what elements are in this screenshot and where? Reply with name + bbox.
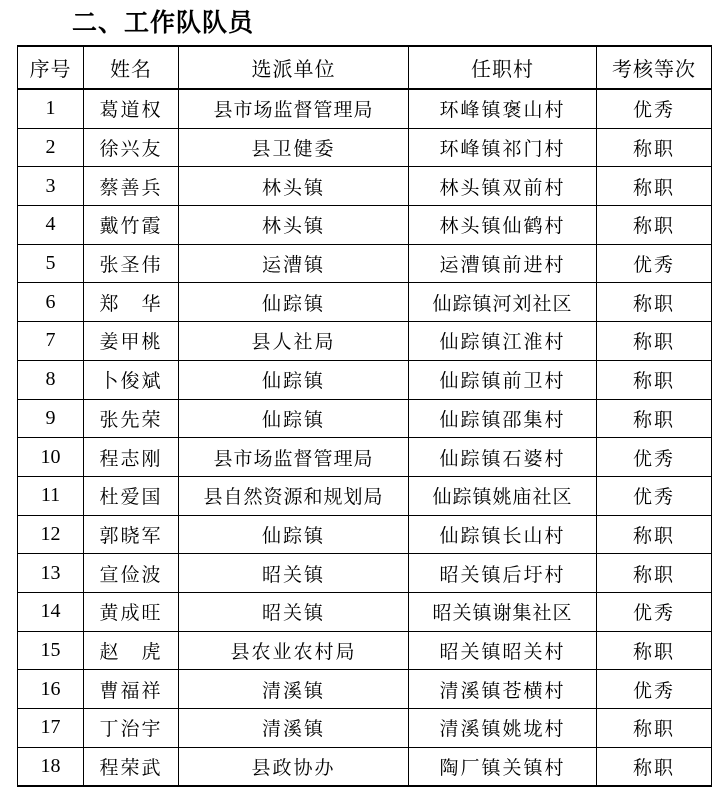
cell-name: 张先荣 — [84, 399, 179, 438]
cell-grade: 优秀 — [597, 670, 712, 709]
cell-unit: 林头镇 — [179, 167, 409, 206]
header-name: 姓名 — [84, 46, 179, 89]
cell-grade: 优秀 — [597, 592, 712, 631]
cell-grade: 称职 — [597, 631, 712, 670]
cell-unit: 县卫健委 — [179, 128, 409, 167]
cell-no: 18 — [18, 747, 84, 786]
cell-grade: 称职 — [597, 747, 712, 786]
cell-grade: 称职 — [597, 283, 712, 322]
cell-no: 16 — [18, 670, 84, 709]
cell-village: 仙踪镇江淮村 — [409, 322, 597, 361]
work-team-table — [17, 45, 712, 787]
cell-village: 仙踪镇长山村 — [409, 515, 597, 554]
cell-unit: 仙踪镇 — [179, 515, 409, 554]
cell-village: 运漕镇前进村 — [409, 244, 597, 283]
table-row — [18, 476, 712, 515]
section-title: 二、工作队队员 — [72, 8, 255, 37]
cell-no: 11 — [18, 476, 84, 515]
cell-unit: 县市场监督管理局 — [179, 89, 409, 128]
table-row — [18, 244, 712, 283]
cell-unit: 昭关镇 — [179, 592, 409, 631]
table-row — [18, 515, 712, 554]
table-row — [18, 322, 712, 361]
cell-name: 杜爱国 — [84, 476, 179, 515]
table-row — [18, 399, 712, 438]
table-row — [18, 128, 712, 167]
cell-grade: 优秀 — [597, 476, 712, 515]
cell-unit: 仙踪镇 — [179, 283, 409, 322]
cell-unit: 县市场监督管理局 — [179, 438, 409, 477]
table-row — [18, 554, 712, 593]
cell-grade: 称职 — [597, 167, 712, 206]
cell-grade: 优秀 — [597, 244, 712, 283]
cell-name: 曹福祥 — [84, 670, 179, 709]
table-row — [18, 709, 712, 748]
table-row — [18, 670, 712, 709]
cell-no: 5 — [18, 244, 84, 283]
table-row — [18, 283, 712, 322]
header-village: 任职村 — [409, 46, 597, 89]
table-row — [18, 360, 712, 399]
cell-village: 清溪镇苍横村 — [409, 670, 597, 709]
cell-unit: 县人社局 — [179, 322, 409, 361]
cell-village: 仙踪镇河刘社区 — [409, 283, 597, 322]
cell-unit: 清溪镇 — [179, 709, 409, 748]
cell-grade: 称职 — [597, 128, 712, 167]
cell-unit: 运漕镇 — [179, 244, 409, 283]
cell-village: 清溪镇姚垅村 — [409, 709, 597, 748]
table-row — [18, 747, 712, 786]
cell-unit: 仙踪镇 — [179, 360, 409, 399]
table-row — [18, 592, 712, 631]
cell-unit: 县自然资源和规划局 — [179, 476, 409, 515]
cell-no: 7 — [18, 322, 84, 361]
cell-grade: 称职 — [597, 206, 712, 245]
table-body — [18, 89, 712, 786]
cell-grade: 优秀 — [597, 89, 712, 128]
cell-grade: 称职 — [597, 709, 712, 748]
cell-village: 陶厂镇关镇村 — [409, 747, 597, 786]
cell-name: 姜甲桃 — [84, 322, 179, 361]
cell-grade: 优秀 — [597, 438, 712, 477]
table-row — [18, 89, 712, 128]
table-header-row — [18, 46, 712, 89]
cell-no: 9 — [18, 399, 84, 438]
cell-village: 仙踪镇姚庙社区 — [409, 476, 597, 515]
cell-name: 张圣伟 — [84, 244, 179, 283]
cell-village: 林头镇仙鹤村 — [409, 206, 597, 245]
cell-unit: 林头镇 — [179, 206, 409, 245]
cell-name: 程志刚 — [84, 438, 179, 477]
header-no: 序号 — [18, 46, 84, 89]
cell-unit: 仙踪镇 — [179, 399, 409, 438]
cell-name: 郭晓军 — [84, 515, 179, 554]
cell-grade: 称职 — [597, 399, 712, 438]
table-row — [18, 206, 712, 245]
cell-grade: 称职 — [597, 322, 712, 361]
cell-grade: 称职 — [597, 515, 712, 554]
cell-no: 17 — [18, 709, 84, 748]
cell-name: 程荣武 — [84, 747, 179, 786]
cell-grade: 称职 — [597, 554, 712, 593]
cell-no: 15 — [18, 631, 84, 670]
header-grade: 考核等次 — [597, 46, 712, 89]
table-row — [18, 438, 712, 477]
cell-name: 徐兴友 — [84, 128, 179, 167]
cell-unit: 清溪镇 — [179, 670, 409, 709]
cell-no: 8 — [18, 360, 84, 399]
cell-unit: 昭关镇 — [179, 554, 409, 593]
cell-name: 卜俊斌 — [84, 360, 179, 399]
cell-no: 2 — [18, 128, 84, 167]
cell-name: 蔡善兵 — [84, 167, 179, 206]
cell-village: 环峰镇褒山村 — [409, 89, 597, 128]
cell-village: 仙踪镇石婆村 — [409, 438, 597, 477]
cell-village: 仙踪镇前卫村 — [409, 360, 597, 399]
cell-village: 昭关镇谢集社区 — [409, 592, 597, 631]
cell-name: 宣俭波 — [84, 554, 179, 593]
cell-grade: 称职 — [597, 360, 712, 399]
cell-unit: 县政协办 — [179, 747, 409, 786]
cell-name: 葛道权 — [84, 89, 179, 128]
header-unit: 选派单位 — [179, 46, 409, 89]
cell-no: 14 — [18, 592, 84, 631]
cell-no: 10 — [18, 438, 84, 477]
cell-village: 林头镇双前村 — [409, 167, 597, 206]
table-row — [18, 631, 712, 670]
cell-no: 3 — [18, 167, 84, 206]
cell-no: 4 — [18, 206, 84, 245]
cell-no: 12 — [18, 515, 84, 554]
cell-no: 13 — [18, 554, 84, 593]
cell-no: 1 — [18, 89, 84, 128]
cell-name: 赵 虎 — [84, 631, 179, 670]
cell-village: 仙踪镇邵集村 — [409, 399, 597, 438]
cell-village: 昭关镇昭关村 — [409, 631, 597, 670]
cell-name: 丁治宇 — [84, 709, 179, 748]
cell-name: 戴竹霞 — [84, 206, 179, 245]
cell-unit: 县农业农村局 — [179, 631, 409, 670]
cell-village: 环峰镇祁门村 — [409, 128, 597, 167]
table-row — [18, 167, 712, 206]
cell-name: 郑 华 — [84, 283, 179, 322]
cell-village: 昭关镇后圩村 — [409, 554, 597, 593]
cell-name: 黄成旺 — [84, 592, 179, 631]
cell-no: 6 — [18, 283, 84, 322]
